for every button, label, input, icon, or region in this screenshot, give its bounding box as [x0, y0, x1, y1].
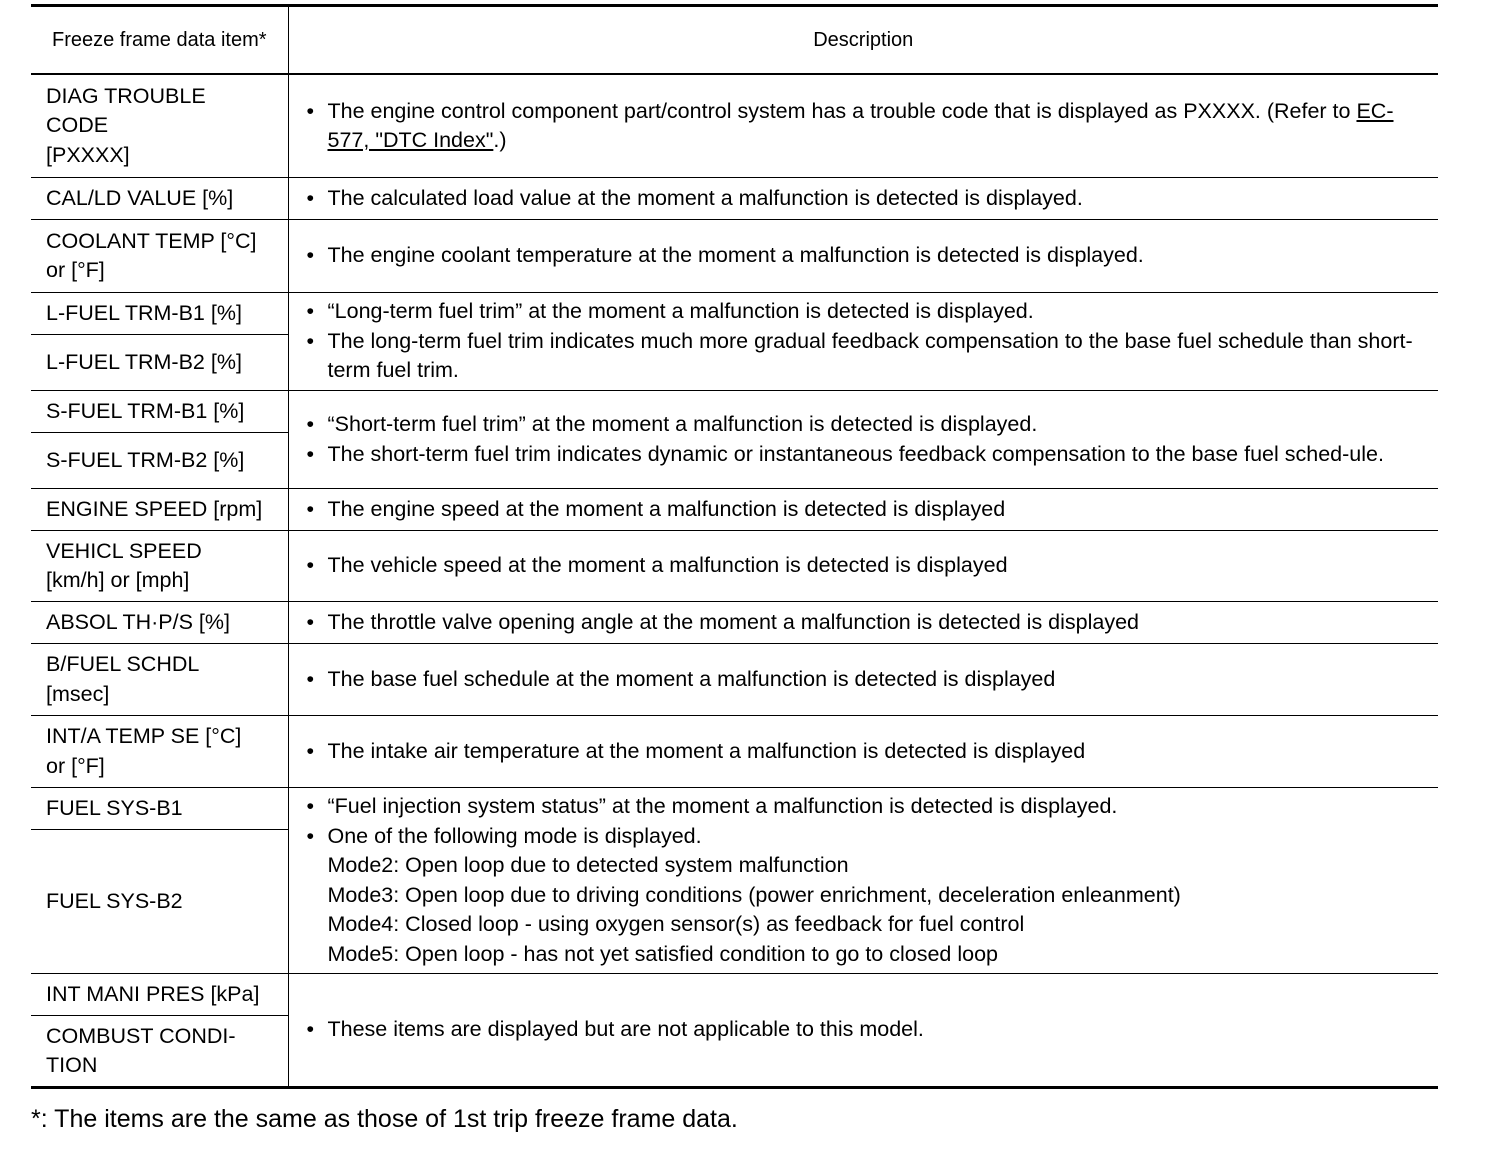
table-row — [31, 178, 1438, 220]
desc-coolant-temp — [288, 220, 1438, 293]
mode-line: Mode5: Open loop - has not yet satisfied condition to go to closed loop — [327, 941, 999, 966]
bullet-item: • The throttle valve opening angle at the moment a malfunction is detected is displayed — [303, 608, 1425, 638]
bullet-item: • The calculated load value at the moment a malfunction is detected is displayed. — [303, 184, 1425, 214]
bullet-item: • The engine coolant temperature at the moment a malfunction is detected is displayed. — [303, 241, 1425, 271]
bullet-item: • The intake air temperature at the moment a malfunction is detected is displayed — [303, 737, 1425, 767]
desc-cal-ld-value — [288, 178, 1438, 220]
table-row — [31, 531, 1438, 602]
item-diag-trouble-code: DIAG TROUBLE CODE [PXXXX] — [31, 74, 288, 178]
mode-line: Mode3: Open loop due to driving conditions (power enrichment, deceleration enleanment) — [327, 882, 1181, 907]
table-row — [31, 391, 1438, 433]
item-fuel-sys-b1: FUEL SYS-B1 — [31, 788, 288, 830]
desc-l-fuel-trm — [288, 293, 1438, 391]
desc-s-fuel-trm — [288, 391, 1438, 489]
item-int-mani-pres: INT MANI PRES [kPa] — [31, 974, 288, 1016]
item-vehicl-speed: VEHICL SPEED [km/h] or [mph] — [31, 531, 288, 602]
freeze-frame-data-sheet — [31, 4, 1438, 1089]
table-row — [31, 716, 1438, 788]
freeze-frame-data-table — [31, 4, 1438, 1089]
item-engine-speed: ENGINE SPEED [rpm] — [31, 489, 288, 531]
desc-absol-th-p-s — [288, 602, 1438, 644]
item-b-fuel-schdl: B/FUEL SCHDL [msec] — [31, 644, 288, 716]
mode-line: Mode2: Open loop due to detected system malfunction — [327, 853, 849, 877]
desc-b-fuel-schdl — [288, 644, 1438, 716]
table-row — [31, 602, 1438, 644]
bullet-item — [303, 822, 1425, 970]
header-freeze-frame-data-item: Freeze frame data item* — [31, 6, 288, 75]
table-row — [31, 974, 1438, 1016]
item-int-a-temp-se: INT/A TEMP SE [°C] or [°F] — [31, 716, 288, 788]
bullet-item: • The short-term fuel trim indicates dynamic or instantaneous feedback compensation to the base fuel sched-ule. — [303, 440, 1425, 470]
table-row — [31, 489, 1438, 531]
item-absol-th-p-s: ABSOL TH·P/S [%] — [31, 602, 288, 644]
table-row — [31, 293, 1438, 335]
bullet-item: • “Short-term fuel trim” at the moment a malfunction is detected is displayed. — [303, 410, 1425, 440]
mode-line: Mode4: Closed loop - using oxygen sensor(s) as feedback for fuel control — [327, 912, 1025, 936]
bullet-item — [303, 97, 1425, 156]
desc-vehicl-speed — [288, 531, 1438, 602]
dtc-index-link[interactable]: EC-577, "DTC Index" — [327, 98, 1394, 152]
header-description: Description — [288, 6, 1438, 75]
desc-fuel-sys — [288, 788, 1438, 974]
desc-text-end: .) — [493, 128, 507, 152]
item-coolant-temp: COOLANT TEMP [°C] or [°F] — [31, 220, 288, 293]
table-header-row — [31, 6, 1438, 75]
desc-not-applicable — [288, 974, 1438, 1088]
desc-text: The engine control component part/control system has a trouble code that is displayed as PXXXX. (Refer to — [327, 98, 1357, 123]
item-cal-ld-value: CAL/LD VALUE [%] — [31, 178, 288, 220]
bullet-item: • The base fuel schedule at the moment a malfunction is detected is displayed — [303, 665, 1425, 695]
footnote: *: The items are the same as those of 1st trip freeze frame data. — [31, 1105, 738, 1133]
bullet-item: • “Fuel injection system status” at the moment a malfunction is detected is displayed. — [303, 792, 1425, 822]
item-s-fuel-trm-b2: S-FUEL TRM-B2 [%] — [31, 433, 288, 489]
bullet-item: • The vehicle speed at the moment a malfunction is detected is displayed — [303, 551, 1425, 581]
desc-int-a-temp-se — [288, 716, 1438, 788]
item-s-fuel-trm-b1: S-FUEL TRM-B1 [%] — [31, 391, 288, 433]
desc-engine-speed — [288, 489, 1438, 531]
item-fuel-sys-b2: FUEL SYS-B2 — [31, 830, 288, 974]
table-row — [31, 644, 1438, 716]
item-l-fuel-trm-b2: L-FUEL TRM-B2 [%] — [31, 335, 288, 391]
table-row — [31, 788, 1438, 830]
desc-diag-trouble-code — [288, 74, 1438, 178]
bullet-item: • The engine speed at the moment a malfunction is detected is displayed — [303, 495, 1425, 525]
bullet-item: • The long-term fuel trim indicates much more gradual feedback compensation to the base fuel schedule than short-term fuel trim. — [303, 327, 1425, 386]
item-l-fuel-trm-b1: L-FUEL TRM-B1 [%] — [31, 293, 288, 335]
bullet-item: • These items are displayed but are not applicable to this model. — [303, 1015, 1425, 1045]
table-row — [31, 74, 1438, 178]
bullet-item: • “Long-term fuel trim” at the moment a malfunction is detected is displayed. — [303, 297, 1425, 327]
item-combust-condition: COMBUST CONDI- TION — [31, 1016, 288, 1088]
mode-intro: • One of the following mode is displayed. — [327, 823, 702, 848]
table-row — [31, 220, 1438, 293]
